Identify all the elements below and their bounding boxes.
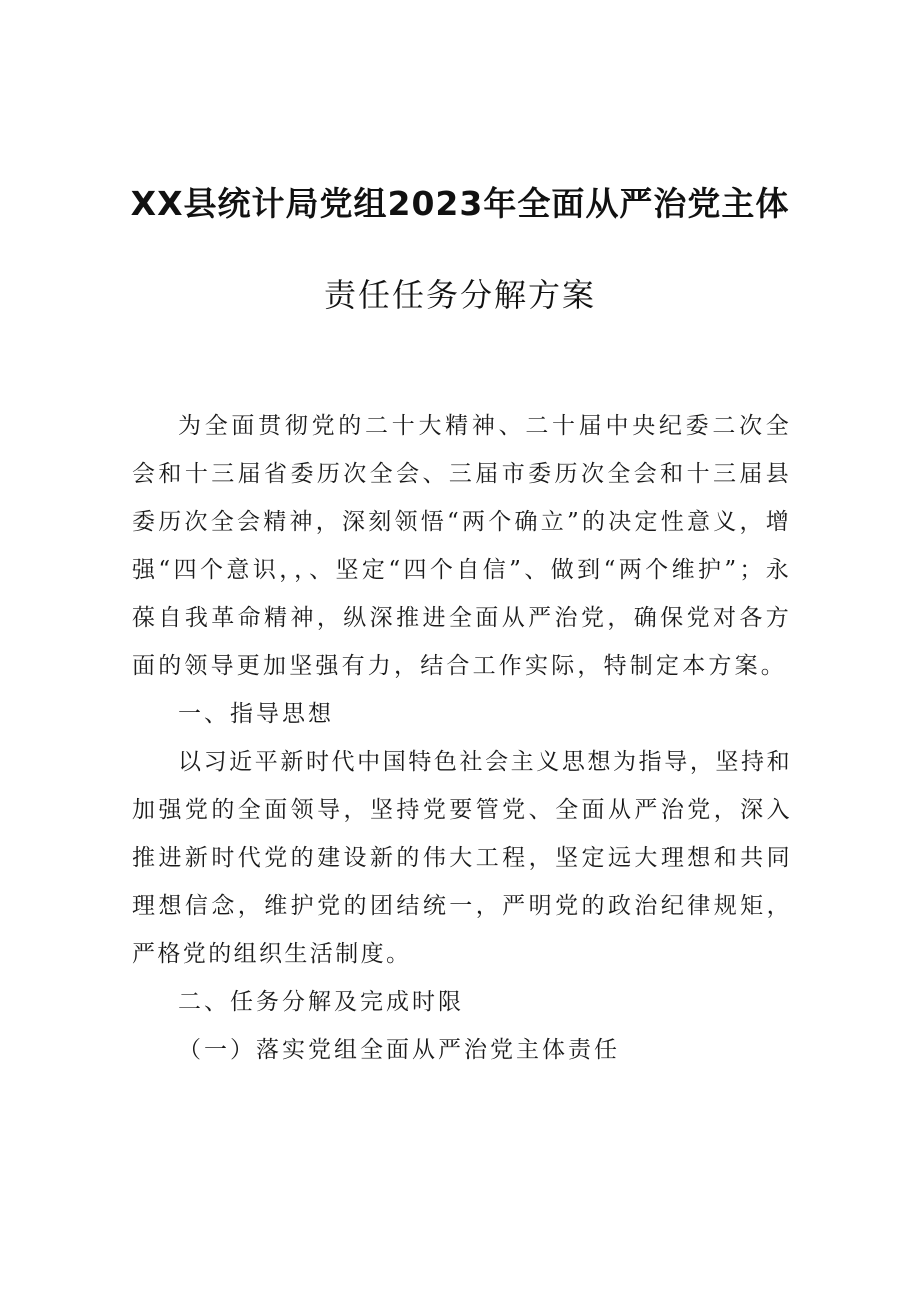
intro-paragraph: 为全面贯彻党的二十大精神、二十届中央纪委二次全会和十三届省委历次全会、三届市委历次全会和十三届县委历次全会精神，深刻领悟“两个确立”的决定性意义，增强“四个意识，，、坚定“四个自信”、做到“两个维护”；永葆自我革命精神，纵深推进全面从严治党，确保党对各方面的领导更加坚强有力，结合工作实际，特制定本方案。	[132, 413, 792, 679]
section-heading-guiding-ideology: 一、指导思想	[178, 701, 334, 727]
document-title-line-2: 责任任务分解方案	[323, 276, 596, 314]
guiding-ideology-paragraph: 以习近平新时代中国特色社会主义思想为指导，坚持和加强党的全面领导，坚持党要管党、全面从严治党，深入推进新时代党的建设新的伟大工程，坚定远大理想和共同理想信念，维护党的团结统一，严明党的政治纪律规矩，严格党的组织生活制度。	[132, 749, 792, 967]
document-title-line-1: XX县统计局党组2023年全面从严治党主体	[130, 184, 790, 223]
subsection-heading-party-group-responsibility: （一）落实党组全面从严治党主体责任	[178, 1037, 620, 1063]
document-body	[132, 402, 792, 1074]
section-heading-task-breakdown: 二、任务分解及完成时限	[178, 989, 464, 1015]
